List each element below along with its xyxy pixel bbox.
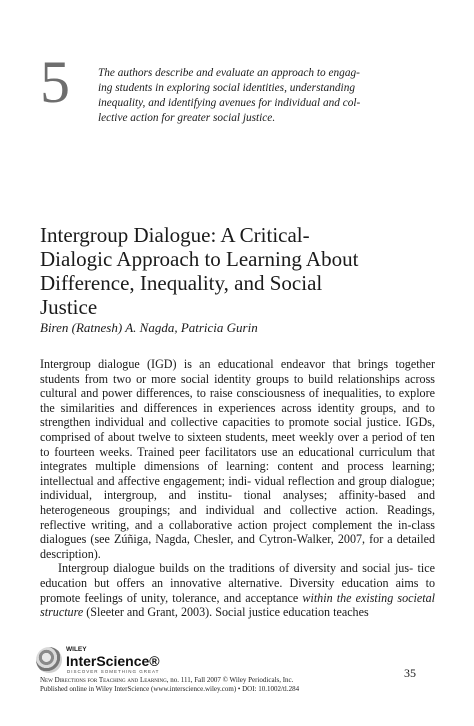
footer-citation xyxy=(40,676,380,685)
body-paragraph-2 xyxy=(40,561,435,619)
body-line: tional analyses; affinity-based and heterogeneous groupings; and individual xyxy=(40,488,436,517)
article-authors: Biren (Ratnesh) A. Nagda, Patricia Gurin xyxy=(40,320,258,335)
body-paragraph-1 xyxy=(40,357,435,561)
logo-name: InterScience® xyxy=(66,653,160,669)
body-emphasis: societal structure xyxy=(40,590,435,620)
title-line: Intergroup Dialogue: A Critical- xyxy=(40,223,310,247)
footer-published: Published online in Wiley InterScience (www.interscience.wiley.com) • DOI: 10.1002/tl.284 xyxy=(40,685,300,693)
body-line: Intergroup dialogue builds on the traditions of diversity and social jus- xyxy=(58,561,414,576)
abstract-line: lective action for greater social justice. xyxy=(98,112,276,124)
body-line: content and process learning; intellectual and affective engagement; indi- xyxy=(40,459,435,488)
body-line: groups, and to strengthen individual and collective capacities to promote xyxy=(40,400,435,430)
body-line: and collective action. Readings, reflective writing, and a collaborative action xyxy=(40,502,436,532)
title-line: Difference, Inequality, and Social xyxy=(40,271,323,295)
body-line: (Sleeter and Grant, 2003). Social justice education teaches xyxy=(83,605,369,620)
body-line: Cytron-Walker, 2007, for a detailed description). xyxy=(40,532,435,561)
body-line: Intergroup dialogue (IGD) is an educational endeavor that brings together xyxy=(40,357,435,371)
body-line: weekly over a period of ten to fourteen weeks. Trained peer facilitators use xyxy=(40,429,435,459)
footer-issue: , no. 111, Fall 2007 © Wiley Periodicals, Inc. xyxy=(166,676,294,684)
logo-tagline: DISCOVER SOMETHING GREAT xyxy=(67,669,160,674)
abstract-line: inequality, and identifying avenues for individual and col- xyxy=(98,97,361,109)
chapter-abstract xyxy=(98,66,438,126)
body-emphasis: within the existing xyxy=(302,590,394,605)
interscience-globe-icon xyxy=(36,647,62,673)
body-line: an educational curriculum that integrates multiple dimensions of learning: xyxy=(40,444,435,474)
abstract-line: The authors describe and evaluate an approach to engag- xyxy=(98,67,360,79)
title-line: Dialogic Approach to Learning About xyxy=(40,247,359,271)
title-line: Justice xyxy=(40,295,98,319)
wiley-interscience-logo xyxy=(36,645,206,675)
abstract-line: ing students in exploring social identities, understanding xyxy=(98,82,355,94)
body-line: tice education but offers an innovative alternative. Diversity education aims xyxy=(40,561,435,590)
body-line: across cultural and power differences, to raise consciousness of inequalities, xyxy=(40,371,435,401)
body-line: to explore the similarities and differences in experiences across identity xyxy=(40,386,435,415)
article-title xyxy=(40,223,440,319)
body-line: to promote feelings of unity, tolerance, and acceptance xyxy=(40,575,435,605)
chapter-number: 5 xyxy=(40,49,70,115)
logo-brand: WILEY xyxy=(66,646,87,653)
body-line: project complement the in-class dialogues (see Zúñiga, Nagda, Chesler, and xyxy=(40,517,436,547)
article-body xyxy=(40,357,435,620)
body-line: students from two or more social identity groups to build relationships xyxy=(40,371,400,386)
body-line: vidual reflection and group dialogue; individual, intergroup, and institu- xyxy=(40,473,435,503)
page-number: 35 xyxy=(404,666,416,680)
body-line: social justice. IGDs, comprised of about twelve to sixteen students, meet xyxy=(40,415,435,444)
footer-journal: New Directions for Teaching and Learning xyxy=(40,676,167,684)
